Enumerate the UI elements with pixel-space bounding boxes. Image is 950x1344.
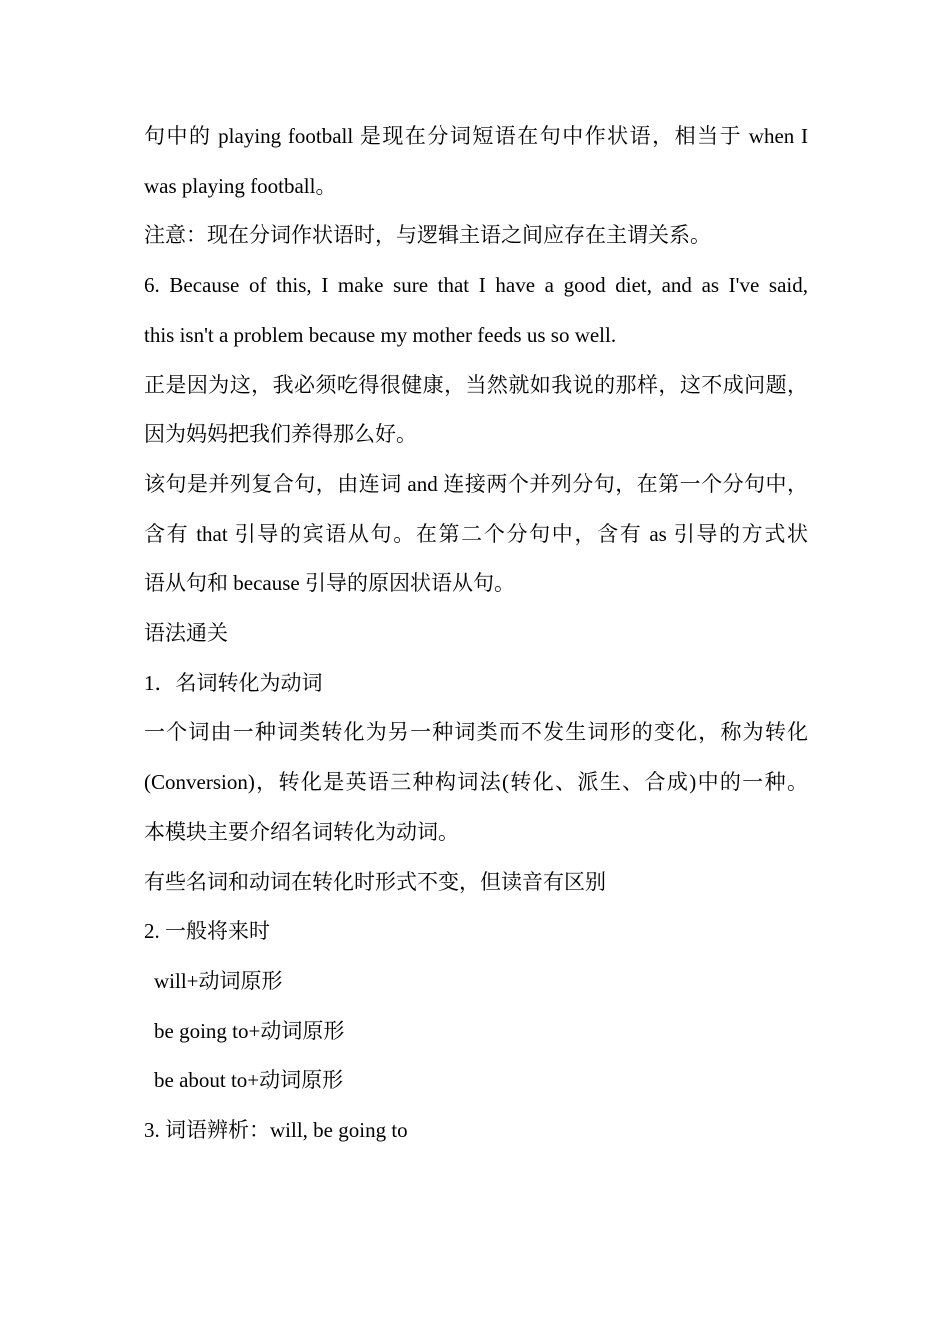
paragraph-line: was playing football。 bbox=[144, 173, 337, 198]
structure-line: be going to+动词原形 bbox=[154, 1018, 345, 1043]
document-page bbox=[144, 112, 808, 1156]
example-sentence-line: 6. Because of this, I make sure that I have a good diet, and as I've said, bbox=[144, 273, 808, 298]
subsection-heading: 3. 词语辨析：will, be going to bbox=[144, 1118, 408, 1143]
subsection-heading: 2. 一般将来时 bbox=[144, 919, 270, 944]
structure-line: will+动词原形 bbox=[154, 968, 283, 993]
section-heading: 语法通关 bbox=[144, 621, 228, 646]
paragraph-line: 一个词由一种词类转化为另一种词类而不发生词形的变化，称为转化 bbox=[144, 720, 808, 745]
analysis-line: 含有 that 引导的宾语从句。在第二个分句中，含有 as 引导的方式状 bbox=[144, 521, 808, 546]
analysis-line: 该句是并列复合句，由连词 and 连接两个并列分句，在第一个分句中， bbox=[144, 471, 808, 496]
paragraph-line: (Conversion)，转化是英语三种构词法(转化、派生、合成)中的一种。 bbox=[144, 770, 808, 795]
subsection-heading: 1．名词转化为动词 bbox=[144, 670, 323, 695]
paragraph-line: 本模块主要介绍名词转化为动词。 bbox=[144, 819, 459, 844]
paragraph-line: 有些名词和动词在转化时形式不变，但读音有区别 bbox=[144, 869, 606, 894]
translation-line: 正是因为这，我必须吃得很健康，当然就如我说的那样，这不成问题， bbox=[144, 372, 808, 397]
translation-line: 因为妈妈把我们养得那么好。 bbox=[144, 422, 417, 447]
structure-line: be about to+动词原形 bbox=[154, 1068, 344, 1093]
example-sentence-line: this isn't a problem because my mother feeds us so well. bbox=[144, 322, 617, 347]
paragraph-line: 句中的 playing football 是现在分词短语在句中作状语，相当于 when I bbox=[144, 124, 808, 148]
analysis-line: 语从句和 because 引导的原因状语从句。 bbox=[144, 571, 515, 596]
note-line: 注意：现在分词作状语时，与逻辑主语之间应存在主谓关系。 bbox=[144, 223, 711, 248]
